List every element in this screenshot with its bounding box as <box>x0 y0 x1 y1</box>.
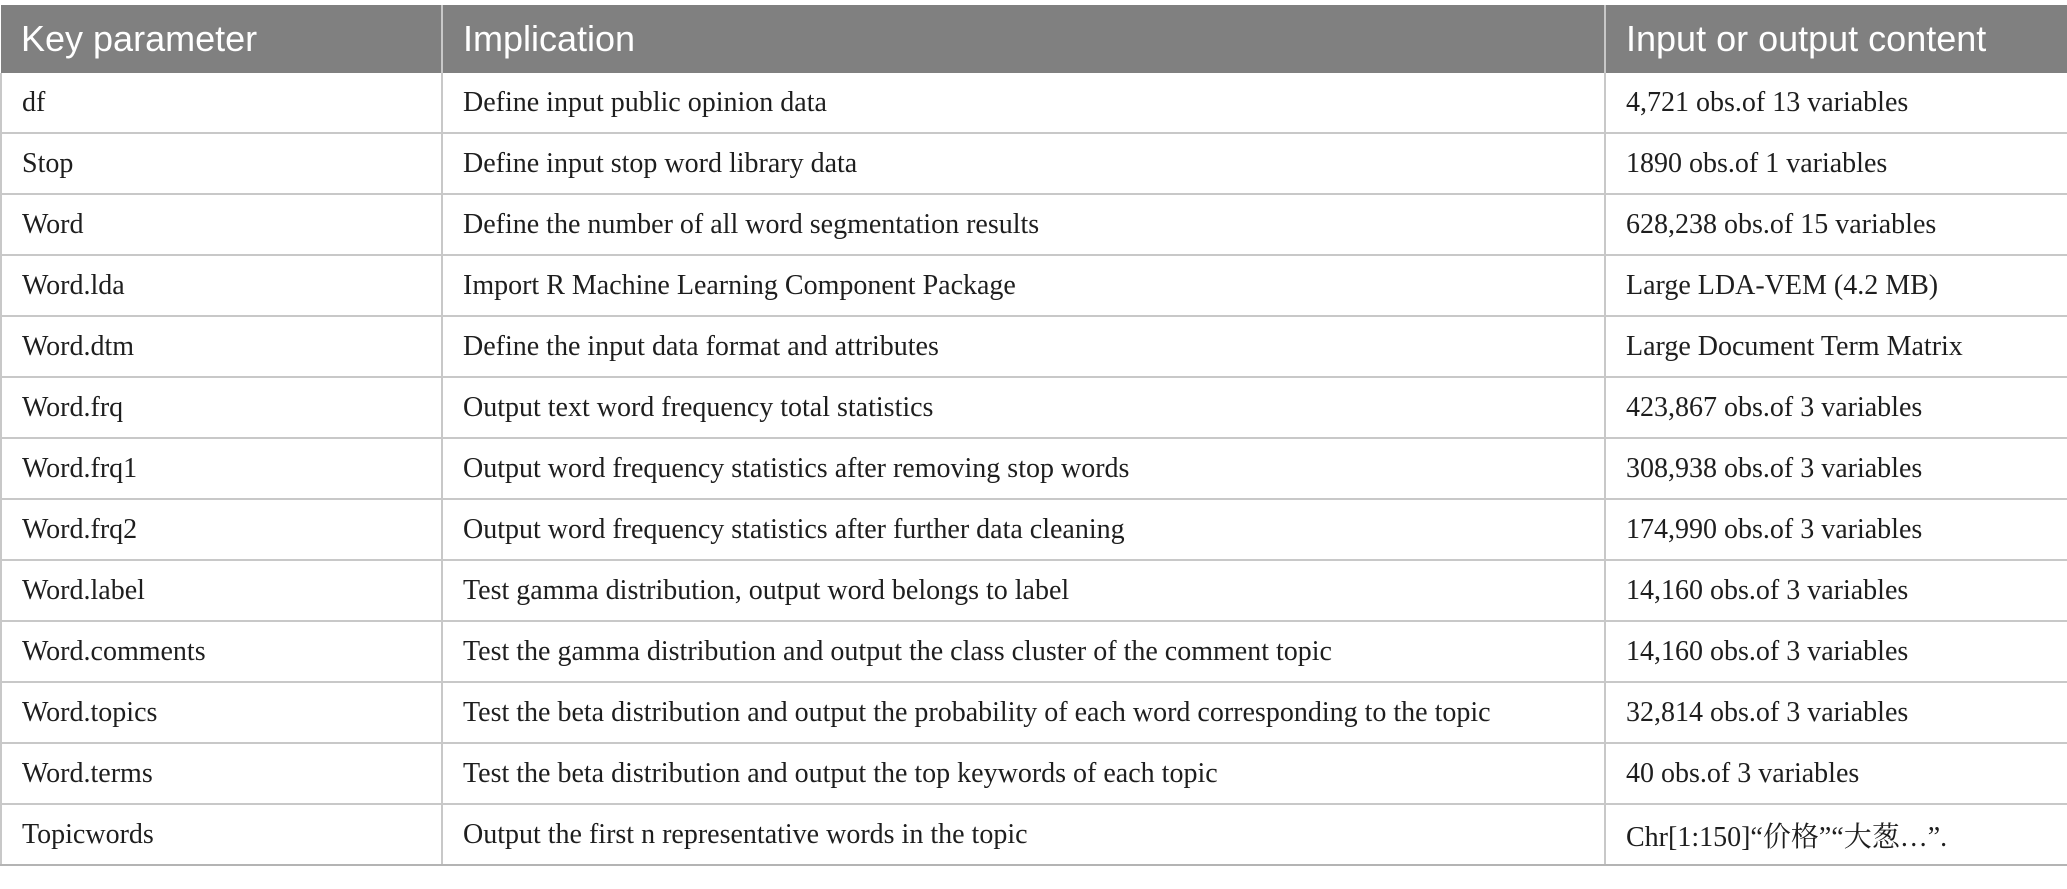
cell-key-parameter: Topicwords <box>1 804 442 865</box>
table-row <box>1 316 2067 377</box>
table-row <box>1 438 2067 499</box>
cell-key-parameter: Word.dtm <box>1 316 442 377</box>
table-row <box>1 377 2067 438</box>
cell-content: Chr[1:150]“价格”“大葱…”. <box>1605 804 2067 865</box>
table-row <box>1 682 2067 743</box>
cell-key-parameter: Word <box>1 194 442 255</box>
table-row <box>1 255 2067 316</box>
cell-implication: Test gamma distribution, output word belongs to label <box>442 560 1605 621</box>
cell-content: 32,814 obs.of 3 variables <box>1605 682 2067 743</box>
cell-key-parameter: Word.frq <box>1 377 442 438</box>
cell-implication: Test the gamma distribution and output the class cluster of the comment topic <box>442 621 1605 682</box>
cell-content: 40 obs.of 3 variables <box>1605 743 2067 804</box>
cell-implication: Import R Machine Learning Component Package <box>442 255 1605 316</box>
cell-content: 174,990 obs.of 3 variables <box>1605 499 2067 560</box>
table-row <box>1 133 2067 194</box>
cell-implication: Test the beta distribution and output the top keywords of each topic <box>442 743 1605 804</box>
cell-content: 423,867 obs.of 3 variables <box>1605 377 2067 438</box>
cell-implication: Define the number of all word segmentation results <box>442 194 1605 255</box>
table-row <box>1 194 2067 255</box>
cell-implication: Output word frequency statistics after further data cleaning <box>442 499 1605 560</box>
cell-content: 1890 obs.of 1 variables <box>1605 133 2067 194</box>
cell-content: 628,238 obs.of 15 variables <box>1605 194 2067 255</box>
table-row <box>1 560 2067 621</box>
parameter-table <box>0 5 2067 866</box>
cell-content: 14,160 obs.of 3 variables <box>1605 621 2067 682</box>
cell-implication: Define input stop word library data <box>442 133 1605 194</box>
table-row <box>1 499 2067 560</box>
cell-key-parameter: Word.label <box>1 560 442 621</box>
header-input-output-content: Input or output content <box>1605 5 2067 73</box>
header-row <box>1 5 2067 73</box>
table-header <box>1 5 2067 73</box>
header-implication: Implication <box>442 5 1605 73</box>
cell-key-parameter: Word.frq1 <box>1 438 442 499</box>
cell-key-parameter: Word.topics <box>1 682 442 743</box>
cell-content: Large Document Term Matrix <box>1605 316 2067 377</box>
table-body <box>1 73 2067 865</box>
cell-implication: Test the beta distribution and output the probability of each word corresponding to the topic <box>442 682 1605 743</box>
cell-implication: Output text word frequency total statistics <box>442 377 1605 438</box>
table-row <box>1 73 2067 133</box>
cell-key-parameter: Word.comments <box>1 621 442 682</box>
table-row <box>1 804 2067 865</box>
parameter-table-container <box>0 5 2067 866</box>
cell-key-parameter: Stop <box>1 133 442 194</box>
cell-implication: Output word frequency statistics after removing stop words <box>442 438 1605 499</box>
cell-implication: Output the first n representative words in the topic <box>442 804 1605 865</box>
cell-content: 14,160 obs.of 3 variables <box>1605 560 2067 621</box>
cell-implication: Define input public opinion data <box>442 73 1605 133</box>
cell-key-parameter: df <box>1 73 442 133</box>
cell-content: 308,938 obs.of 3 variables <box>1605 438 2067 499</box>
cell-key-parameter: Word.frq2 <box>1 499 442 560</box>
cell-key-parameter: Word.lda <box>1 255 442 316</box>
cell-content: 4,721 obs.of 13 variables <box>1605 73 2067 133</box>
header-key-parameter: Key parameter <box>1 5 442 73</box>
cell-key-parameter: Word.terms <box>1 743 442 804</box>
cell-implication: Define the input data format and attributes <box>442 316 1605 377</box>
cell-content: Large LDA-VEM (4.2 MB) <box>1605 255 2067 316</box>
table-row <box>1 621 2067 682</box>
table-row <box>1 743 2067 804</box>
